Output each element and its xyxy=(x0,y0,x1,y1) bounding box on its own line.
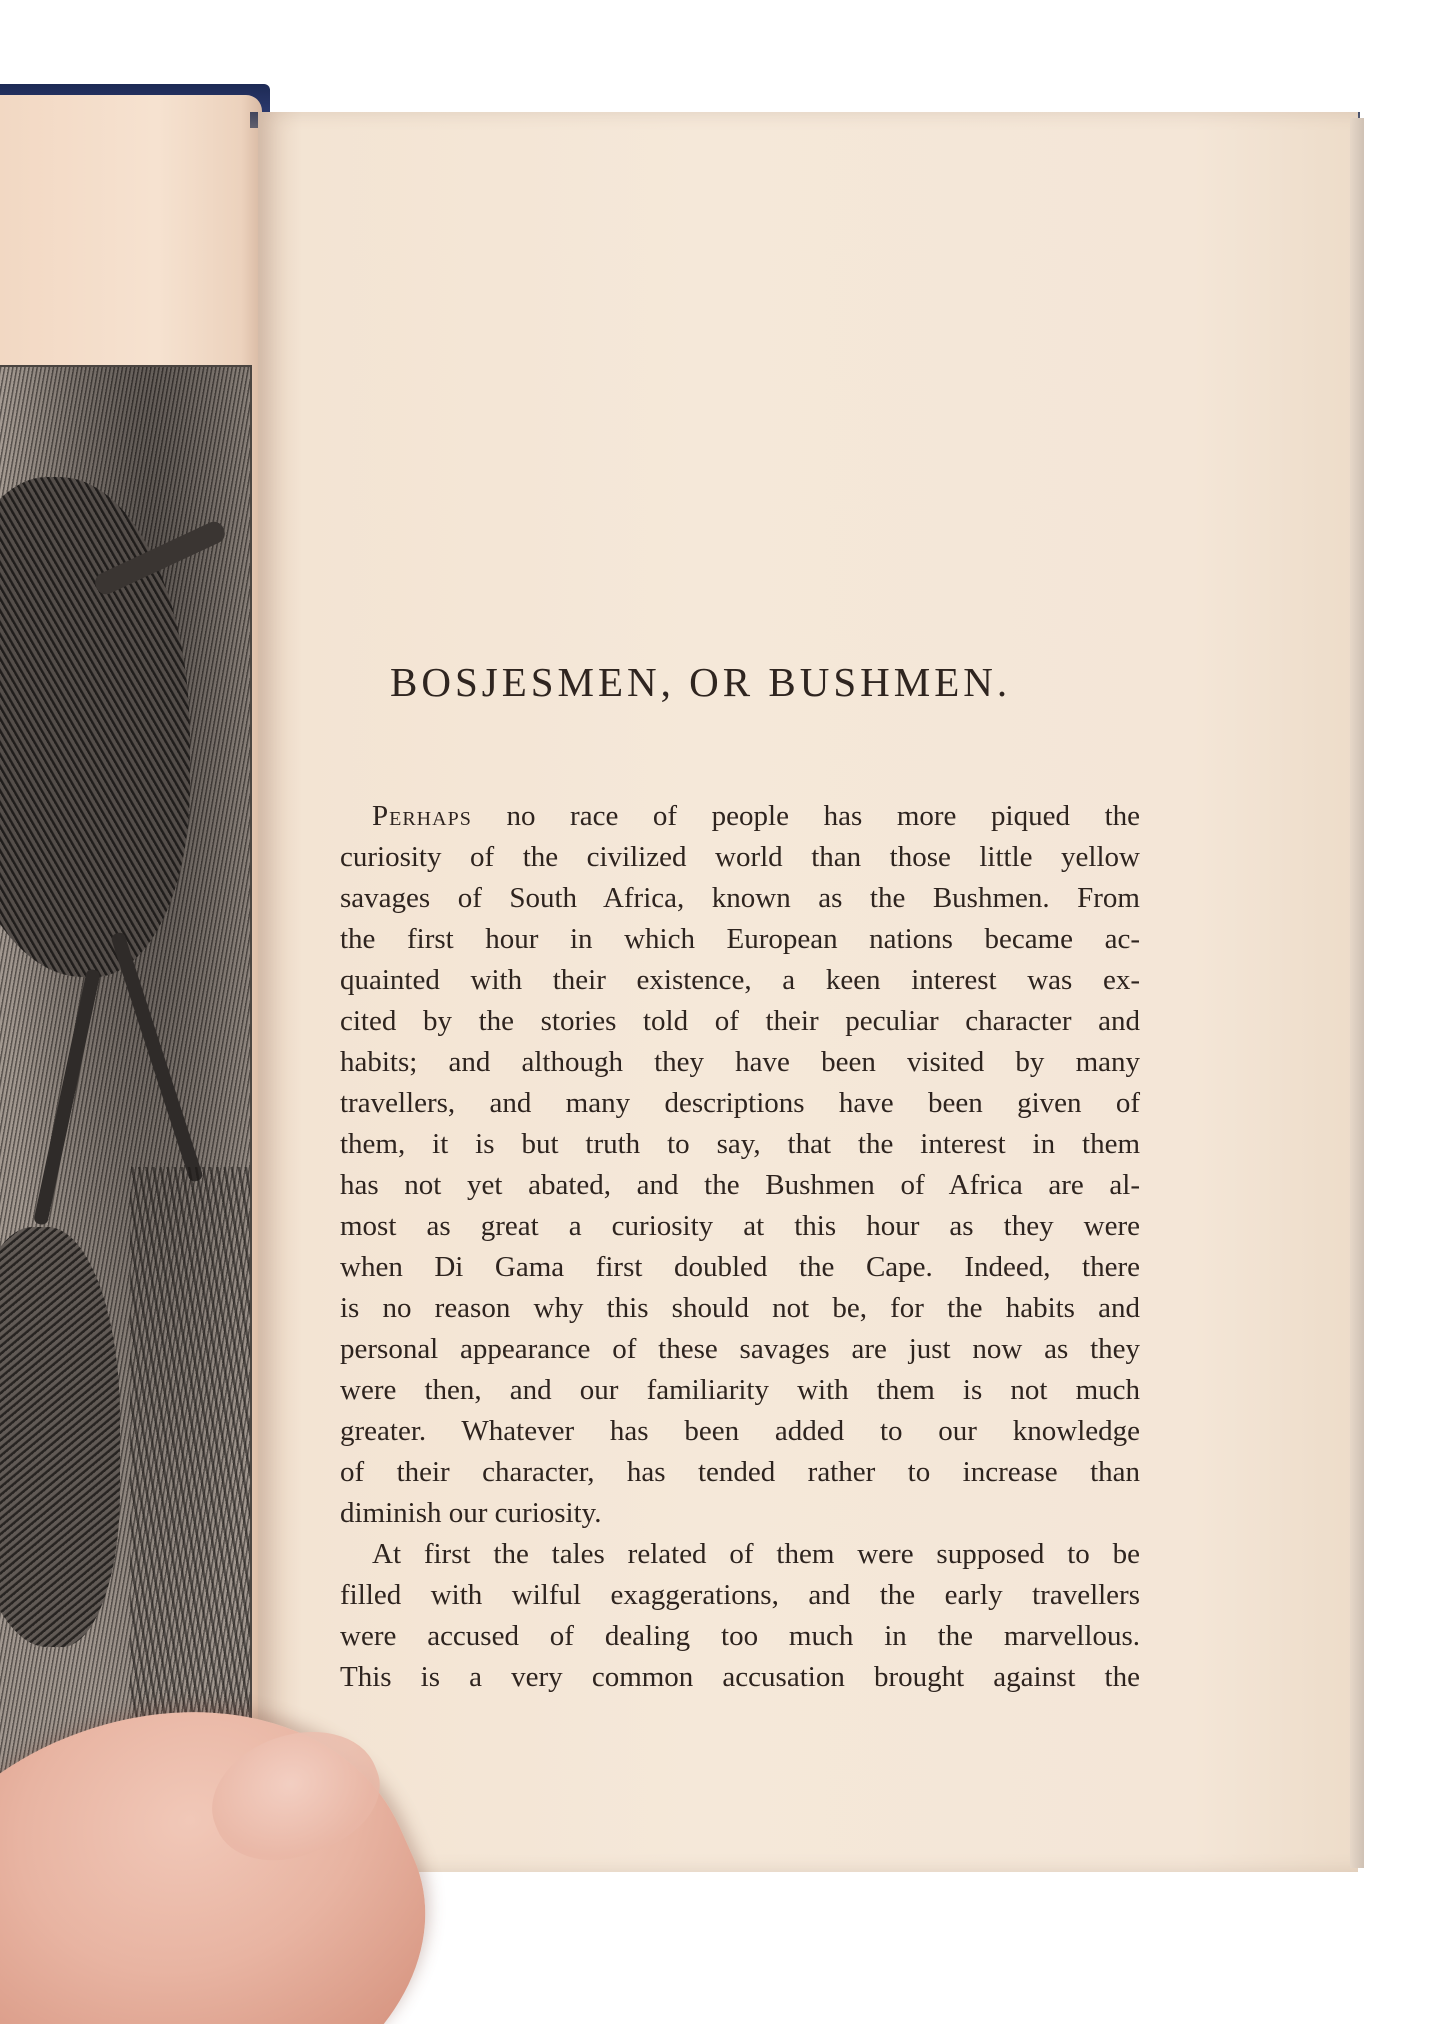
paragraph-1-line-5: quainted with their existence, a keen interest was ex- xyxy=(340,964,1140,996)
paragraph-1-line-15: were then, and our familiarity with them is not much xyxy=(340,1374,1140,1406)
paragraph-1-line-3: savages of South Africa, known as the Bushmen. From xyxy=(340,882,1140,914)
paragraph-1-line-1 xyxy=(340,796,1140,837)
paragraph-1-line-18: diminish our curiosity. xyxy=(340,1497,602,1529)
ostrich-leg xyxy=(33,968,101,1225)
paragraph-1-line-4: the first hour in which European nations became ac- xyxy=(340,923,1140,955)
page-edge xyxy=(1350,118,1364,1868)
paragraph-1-line-6: cited by the stories told of their peculiar character and xyxy=(340,1005,1140,1037)
chapter-body xyxy=(340,796,1140,1698)
paragraph-1-line-16: greater. Whatever has been added to our knowledge xyxy=(340,1415,1140,1447)
paragraph-1-line-12: when Di Gama first doubled the Cape. Indeed, there xyxy=(340,1251,1140,1283)
ostrich-engraving-illustration xyxy=(0,365,252,1779)
ostrich-leg xyxy=(110,931,204,1183)
paragraph-1-line-8: travellers, and many descriptions have been given of xyxy=(340,1087,1140,1119)
paragraph-1-line-17: of their character, has tended rather to increase than xyxy=(340,1456,1140,1488)
paragraph-1-line-7: habits; and although they have been visited by many xyxy=(340,1046,1140,1078)
second-bird xyxy=(0,1227,120,1647)
paragraph-1-line-14: personal appearance of these savages are just now as they xyxy=(340,1333,1140,1365)
paragraph-1-line-13: is no reason why this should not be, for the habits and xyxy=(340,1292,1140,1324)
paragraph-2-line-2: filled with wilful exaggerations, and the early travellers xyxy=(340,1579,1140,1611)
paragraph-2-line-1: At first the tales related of them were supposed to be xyxy=(372,1538,1140,1570)
paragraph-1-line-2: curiosity of the civilized world than those little yellow xyxy=(340,841,1140,873)
paragraph-2-line-4: This is a very common accusation brought against the xyxy=(340,1661,1140,1693)
grass-foliage xyxy=(130,1167,250,1767)
paragraph-1-line-10: has not yet abated, and the Bushmen of Africa are al- xyxy=(340,1169,1140,1201)
paragraph-1-line-9: them, it is but truth to say, that the interest in them xyxy=(340,1128,1140,1160)
lead-word: Perhaps xyxy=(372,800,472,832)
paragraph-2-line-3: were accused of dealing too much in the marvellous. xyxy=(340,1620,1140,1652)
paragraph-1-line-11: most as great a curiosity at this hour as they were xyxy=(340,1210,1140,1242)
chapter-title: BOSJESMEN, OR BUSHMEN. xyxy=(390,659,1012,705)
line-text: no race of people has more piqued the xyxy=(506,800,1140,832)
